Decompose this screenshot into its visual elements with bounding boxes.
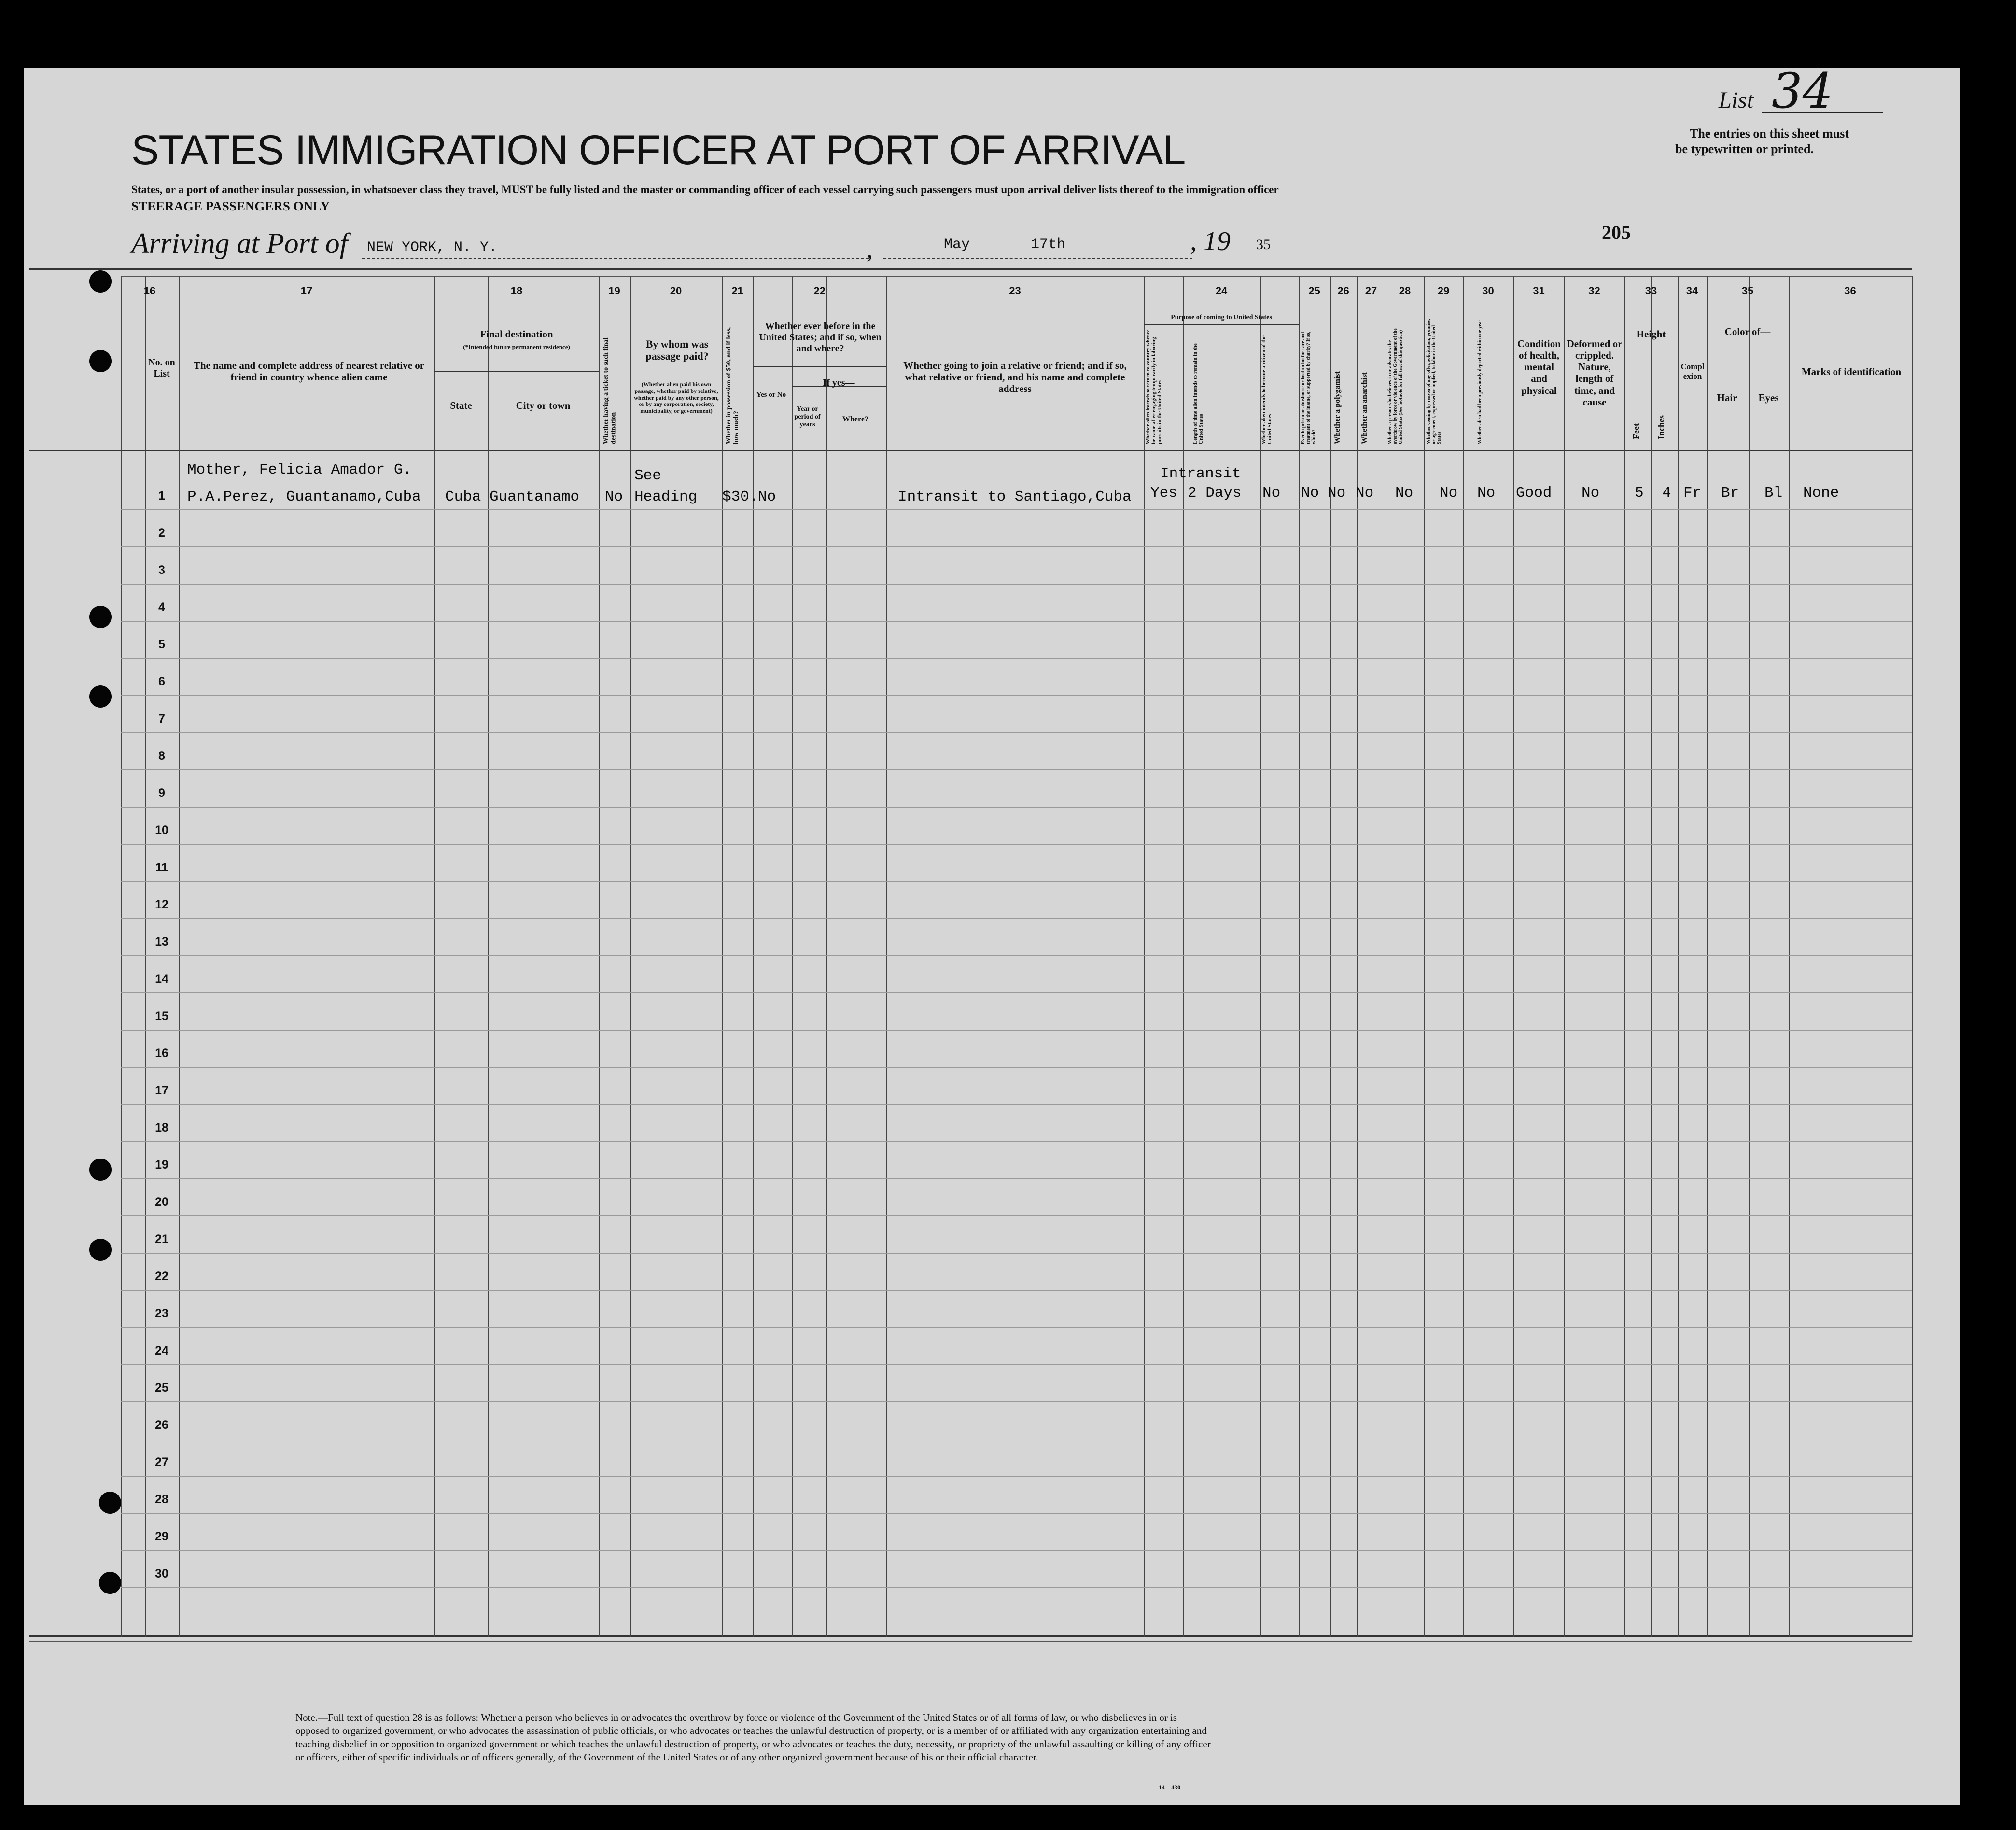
row-number: 8 [158,749,165,763]
row-rule [121,992,1912,993]
table-bottom-border [29,1635,1912,1637]
entry-anarchist: No [1356,485,1374,502]
row-number: 26 [155,1418,168,1432]
column-number-18: 18 [510,285,523,297]
instructions-line2: be typewritten or printed. [1675,142,1814,156]
entry-relative-line2: P.A.Perez, Guantanamo,Cuba [187,489,421,505]
row-rule [121,844,1912,845]
entry-inches: 4 [1662,485,1671,502]
binder-hole [99,1572,121,1594]
entry-purpose-length-line2: 2 Days [1188,485,1242,502]
row-rule [121,881,1912,882]
row-number: 20 [155,1195,168,1209]
row-number: 15 [155,1009,168,1023]
column-divider [886,276,887,1637]
row-rule [121,1215,1912,1216]
column-number-16: 16 [143,285,156,297]
header-prison: Ever in prison or almshouse or institution for care and treatment of the insane, or supported by charity? If so, which? [1301,331,1316,444]
row-rule [121,1030,1912,1031]
binder-hole [89,1239,112,1261]
column-divider [1789,276,1790,1637]
class-line: STEERAGE PASSENGERS ONLY [131,199,330,213]
row-number: 21 [155,1232,168,1246]
row-rule [121,1104,1912,1105]
column-divider [792,276,793,1637]
entry-city: Guantanamo [490,489,580,505]
column-divider [1330,276,1331,1637]
column-divider [630,276,631,1637]
row-rule [121,1550,1912,1551]
column-number-19: 19 [608,285,620,297]
row-number: 25 [155,1381,168,1395]
header-feet: Feet [1631,423,1641,439]
row-rule [121,1067,1912,1068]
row-rule [121,621,1912,622]
header-if-yes: If yes— [823,377,855,388]
row-rule [121,1513,1912,1514]
header-passage-paid-note: (Whether alien paid his own passage, whether paid by relative, whether paid by any other person, or by any corporation, society, municipality, or government) [634,381,719,415]
header-relative-address: The name and complete address of nearest relative or friend in country whence alien came [193,360,425,383]
header-eyes: Eyes [1758,392,1779,404]
entry-eyes: Bl [1764,485,1783,502]
subheader-rule [753,366,886,367]
entry-offer: No [1440,485,1458,502]
row-number: 6 [158,675,165,688]
sheet-number: 205 [1602,222,1631,243]
comma-1: , [867,236,873,264]
column-divider [121,276,122,1637]
header-deported: Whether alien had been previously deported within one year [1477,320,1483,444]
row-number: 7 [158,712,165,726]
column-divider [1144,276,1145,1637]
header-final-destination-note: (*Intended future permanent residence) [463,343,570,350]
header-final-destination: Final destination [480,328,553,340]
column-divider [434,276,435,1637]
subheader-rule [434,371,599,372]
table-bottom-border-2 [29,1641,1912,1642]
binder-hole [99,1492,121,1514]
column-divider [145,276,146,1637]
header-hair: Hair [1717,392,1737,404]
column-divider [1678,276,1679,1637]
entry-money: $30. [722,489,758,505]
entry-purpose-return: Yes [1150,485,1177,502]
row-rule [121,918,1912,919]
column-divider [1912,276,1913,1637]
header-bottom-border [29,450,1912,451]
column-divider [1624,276,1625,1637]
column-number-24: 24 [1215,285,1228,297]
column-divider [826,276,827,1637]
column-divider [1749,276,1750,1637]
row-rule [121,546,1912,547]
list-number: 34 [1772,63,1834,119]
header-purpose-citizen: Whether alien intends to become a citizen of the United States [1261,335,1273,444]
column-number-32: 32 [1588,285,1600,297]
row-number: 12 [155,898,168,911]
header-purpose: Purpose of coming to United States [1171,314,1272,321]
entry-ever-before: No [758,489,776,505]
row-number: 24 [155,1344,168,1357]
row-number: 1 [158,489,165,503]
row-rule [121,658,1912,659]
binder-hole [89,1159,112,1181]
column-number-36: 36 [1844,285,1856,297]
header-offer: Whether coming by reason of any offer, solicitation, promise, or agreement, expressed or implied, to labor in the United States [1426,319,1442,444]
row-number: 29 [155,1530,168,1543]
entry-purpose-citizen: No [1262,485,1281,502]
form-number: 14—430 [1159,1784,1181,1791]
row-rule [121,1290,1912,1291]
header-inches: Inches [1656,415,1666,439]
column-divider [1299,276,1300,1637]
row-number: 11 [155,861,168,874]
column-divider [1651,276,1652,1637]
column-number-22: 22 [813,285,826,297]
row-rule [121,807,1912,808]
entry-purpose-length-line1: Intransit [1160,465,1241,482]
instructions-line1: The entries on this sheet must [1690,126,1849,140]
column-divider [722,276,723,1637]
header-where: Where? [842,415,868,423]
binder-hole [89,685,112,708]
row-number: 22 [155,1270,168,1283]
date-day: 17th [1031,237,1066,253]
column-number-31: 31 [1533,285,1545,297]
row-number: 28 [155,1493,168,1506]
entry-overthrow: No [1395,485,1414,502]
row-number: 18 [155,1121,168,1134]
entry-prison: No [1301,485,1319,502]
column-number-33: 33 [1645,285,1657,297]
header-anarchist: Whether an anarchist [1360,372,1369,444]
column-divider [753,276,754,1637]
year-prefix: , 19 [1190,226,1231,256]
column-number-29: 29 [1437,285,1450,297]
row-rule [121,1141,1912,1142]
header-ticket: Whether having a ticket to such final destination [602,337,617,444]
column-divider [1463,276,1464,1637]
list-label: List [1719,87,1754,113]
entry-paid-line2: Heading [634,489,698,505]
column-divider [1260,276,1261,1637]
row-number: 14 [155,972,168,986]
column-number-26: 26 [1337,285,1349,297]
row-number: 13 [155,935,168,949]
table-top-border [29,268,1912,270]
column-number-17: 17 [300,285,313,297]
header-joining: Whether going to join a relative or friend; and if so, what relative or friend, and his name and complete address [903,360,1127,395]
column-number-21: 21 [731,285,743,297]
row-number: 9 [158,786,165,800]
column-number-23: 23 [1009,285,1021,297]
port-line [362,258,869,259]
arriving-label: Arriving at Port of [131,227,348,259]
date-line [883,258,1192,259]
table-top-border-2 [121,276,1912,277]
entry-ticket: No [605,489,623,505]
row-number: 4 [158,601,165,614]
header-money: Whether in possession of $50, and if less, how much? [725,327,740,444]
row-rule [121,1587,1912,1588]
header-marks: Marks of identification [1801,366,1902,377]
footnote: Note.—Full text of question 28 is as follows: Whether a person who believes in or advocates the overthrow by force or violence of the Government of the United States or of all forms of law, or who disbelieves in or is opposed to organized government, or who advocates the assassination of public officials, or who advocates or teaches the unlawful destruction of property, or is a member of or affiliated with any organization entertaining and teaching disbelief in or opposition to organized government or which teaches the unlawful destruction of property, or who advocates or teaches the duty, necessity, or propriety of the unlawful assaulting or killing of any officer or officers, either of specific individuals or of officers generally, of the Government of the United States or of any other organized government because of his or their official character. [295,1712,1211,1763]
entry-paid-line1: See [634,467,661,484]
entry-polygamist: No [1328,485,1346,502]
entry-deported: No [1477,485,1496,502]
column-number-28: 28 [1399,285,1411,297]
header-yes-no: Yes or No [756,391,786,399]
subtitle: States, or a port of another insular possession, in whatsoever class they travel, MUST be fully listed and the master or commanding officer of each vessel carrying such passengers must upon arrival deliver lists thereof to the immigration officer [131,183,1279,196]
column-number-20: 20 [670,285,682,297]
column-divider [488,276,489,1637]
entry-deformed: No [1582,485,1600,502]
header-purpose-return: Whether alien intends to return to country whence he came after engaging temporarily in laboring pursuits in the United States [1145,329,1163,444]
entry-complexion: Fr [1683,485,1702,502]
entry-health: Good [1516,485,1552,502]
header-deformed: Deformed or crippled. Nature, length of time, and cause [1567,338,1623,408]
binder-hole [89,606,112,628]
binder-hole [89,350,112,372]
entry-hair: Br [1721,485,1739,502]
header-city: City or town [516,400,571,411]
entry-joining: Intransit to Santiago,Cuba [898,489,1132,505]
row-number: 2 [158,526,165,540]
column-number-34: 34 [1686,285,1698,297]
page-title: STATES IMMIGRATION OFFICER AT PORT OF ARRIVAL [131,127,1186,173]
row-number: 16 [155,1047,168,1060]
header-year-period: Year or period of years [794,405,821,429]
year-suffix: 35 [1256,237,1271,252]
row-rule [121,584,1912,585]
header-ever-before: Whether ever before in the United States; and if so, when and where? [759,321,882,354]
row-rule [121,509,1912,510]
date-month: May [944,237,970,253]
header-complexion: Complexion [1680,362,1705,381]
row-rule [121,1401,1912,1402]
header-health: Condition of health, mental and physical [1517,338,1561,396]
column-divider [599,276,600,1637]
port-value: NEW YORK, N. Y. [367,239,498,256]
column-number-25: 25 [1308,285,1320,297]
list-underline [1762,112,1883,113]
column-divider [1707,276,1708,1637]
entry-state: Cuba [445,489,481,505]
entry-relative-line1: Mother, Felicia Amador G. [187,461,412,478]
header-state: State [450,400,472,411]
row-number: 19 [155,1158,168,1172]
column-number-27: 27 [1365,285,1377,297]
header-no-on-list: No. on List [148,357,175,379]
row-rule [121,1327,1912,1328]
row-rule [121,1364,1912,1365]
row-rule [121,769,1912,770]
column-divider [179,276,180,1637]
column-number-30: 30 [1482,285,1494,297]
row-rule [121,1178,1912,1179]
binder-hole [89,270,112,293]
header-passage-paid: By whom was passage paid? [645,338,709,363]
header-overthrow: Whether a person who believes in or advocates the overthrow by force or violence of the Government of the United States (See footnote for full text of this question) [1387,328,1403,444]
row-number: 10 [155,824,168,837]
column-divider [1513,276,1514,1637]
row-rule [121,955,1912,956]
row-rule [121,1476,1912,1477]
entry-feet: 5 [1635,485,1644,502]
row-number: 3 [158,563,165,577]
header-purpose-length: Length of time alien intends to remain in the United States [1192,343,1204,444]
row-rule [121,732,1912,733]
column-divider [1357,276,1358,1637]
row-number: 17 [155,1084,168,1097]
header-height: Height [1636,328,1666,340]
header-color-of: Color of— [1724,326,1771,337]
column-number-35: 35 [1741,285,1754,297]
row-number: 23 [155,1307,168,1320]
column-divider [1424,276,1425,1637]
header-polygamist: Whether a polygamist [1333,371,1342,444]
row-rule [121,695,1912,696]
row-number: 5 [158,638,165,651]
row-rule [121,1253,1912,1254]
row-number: 27 [155,1455,168,1469]
entry-marks: None [1803,485,1839,502]
subheader-rule [1144,324,1299,325]
row-number: 30 [155,1567,168,1580]
column-divider [1564,276,1565,1637]
